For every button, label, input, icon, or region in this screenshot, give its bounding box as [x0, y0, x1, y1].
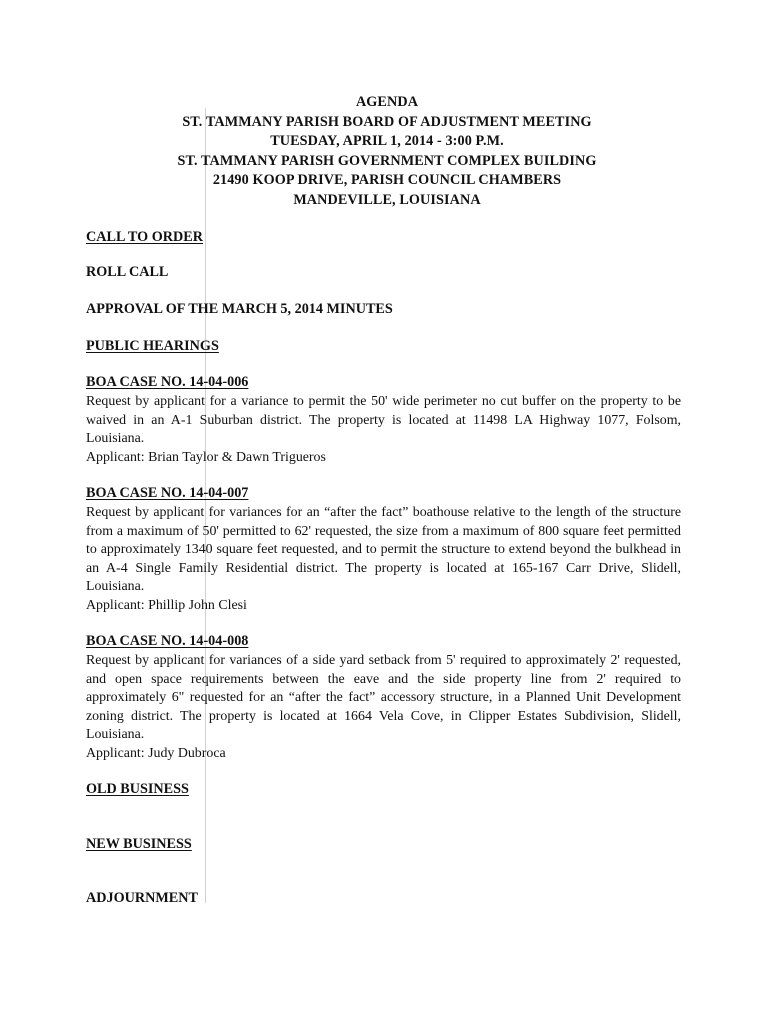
old-business-heading: OLD BUSINESS — [86, 781, 189, 797]
public-hearings-heading: PUBLIC HEARINGS — [86, 338, 219, 354]
case-title: BOA CASE NO. 14-04-007 — [86, 485, 249, 501]
case-applicant: Applicant: Phillip John Clesi — [86, 597, 247, 613]
case-applicant: Applicant: Judy Dubroca — [86, 745, 226, 761]
case-description: Request by applicant for variances of a side yard setback from 5' required to approximately 2' requested, and open space requirements between the eave and the side property line from 2' required to approximately 6" requested for an “after the fact” accessory structure, in a Planned Unit Development zoning district. The property is located at 1664 Vela Cove, in Clipper Estates Subdivision, Slidell, Louisiana. — [86, 653, 681, 743]
case-block — [86, 632, 681, 764]
roll-call-heading: ROLL CALL — [86, 264, 169, 280]
adjournment-heading: ADJOURNMENT — [86, 890, 198, 906]
call-to-order-heading: CALL TO ORDER — [86, 229, 203, 245]
case-description: Request by applicant for variances for an “after the fact” boathouse relative to the length of the structure from a maximum of 50' permitted to 62' requested, the size from a maximum of 800 square feet permitted to approximately 1340 square feet requested, and to permit the structure to extend beyond the bulkhead in an A-4 Single Family Residential district. The property is located at 165-167 Carr Drive, Slidell, Louisiana. — [86, 505, 681, 595]
case-applicant: Applicant: Brian Taylor & Dawn Trigueros — [86, 449, 326, 465]
header-line-building: ST. TAMMANY PARISH GOVERNMENT COMPLEX BUILDING — [177, 152, 597, 169]
header-line-board: ST. TAMMANY PARISH BOARD OF ADJUSTMENT MEETING — [182, 113, 592, 130]
new-business-heading: NEW BUSINESS — [86, 836, 192, 852]
header-line-address: 21490 KOOP DRIVE, PARISH COUNCIL CHAMBERS — [212, 172, 562, 189]
case-block — [86, 484, 681, 616]
case-description: Request by applicant for a variance to permit the 50' wide perimeter no cut buffer on the property to be waived in an A-1 Suburban district. The property is located at 11498 LA Highway 1077, Folsom, Louisiana. — [86, 394, 681, 447]
header-line-title: AGENDA — [355, 94, 419, 110]
header-line-city: MANDEVILLE, LOUISIANA — [293, 191, 481, 208]
case-block — [86, 373, 681, 467]
agenda-header — [0, 93, 770, 211]
case-title: BOA CASE NO. 14-04-006 — [86, 374, 249, 390]
case-title: BOA CASE NO. 14-04-008 — [86, 633, 249, 649]
header-line-date: TUESDAY, APRIL 1, 2014 - 3:00 P.M. — [270, 133, 504, 150]
approval-minutes-heading: APPROVAL OF THE MARCH 5, 2014 MINUTES — [86, 301, 393, 317]
